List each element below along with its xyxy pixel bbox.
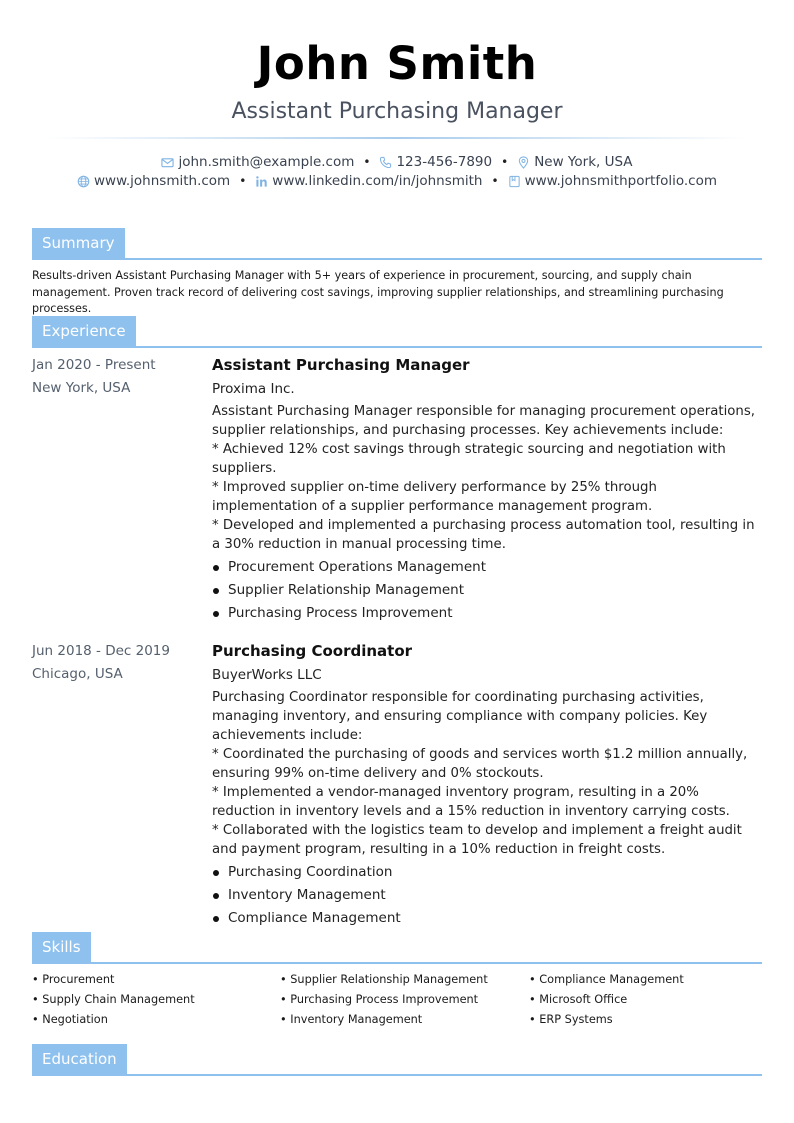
skill-item: • Supplier Relationship Management xyxy=(280,973,488,986)
portfolio-icon xyxy=(508,175,521,188)
job-highlight: Purchasing Coordination xyxy=(212,861,762,884)
job-highlight: Purchasing Process Improvement xyxy=(212,602,762,625)
job-description-line: * Coordinated the purchasing of goods and services worth $1.2 million annually, ensuring 99% on-time delivery and 0% stockouts. xyxy=(212,747,748,781)
job-description-line: * Improved supplier on-time delivery performance by 25% through implementation of a supplier performance management program. xyxy=(212,480,657,514)
section-education xyxy=(32,1044,762,1076)
job-description xyxy=(212,688,762,859)
section-summary-title: Summary xyxy=(32,228,125,258)
section-skills-title: Skills xyxy=(32,932,91,962)
contact-portfolio[interactable] xyxy=(508,172,717,191)
job-highlights xyxy=(212,861,762,930)
skill-item: • ERP Systems xyxy=(529,1013,613,1026)
skills-list xyxy=(32,970,762,1030)
bullet-icon xyxy=(213,611,219,617)
job-description-line: * Collaborated with the logistics team to develop and implement a freight audit and payment program, resulting in a 10% reduction in freight costs. xyxy=(212,823,742,857)
contact-email-text: john.smith@example.com xyxy=(178,154,355,171)
bullet-icon xyxy=(213,870,219,876)
globe-icon xyxy=(77,175,90,188)
skill-item: • Compliance Management xyxy=(529,973,684,986)
section-rule xyxy=(32,346,762,348)
bullet-icon xyxy=(213,893,219,899)
candidate-name: John Smith xyxy=(256,37,538,90)
section-summary xyxy=(32,228,762,260)
section-rule xyxy=(32,258,762,260)
skill-item: • Purchasing Process Improvement xyxy=(280,993,479,1006)
contact-email[interactable] xyxy=(161,153,354,172)
section-rule xyxy=(32,962,762,964)
contact-separator: • xyxy=(491,174,499,189)
job-company: Proxima Inc. xyxy=(212,381,295,397)
summary-text: Results-driven Assistant Purchasing Manager with 5+ years of experience in procurement, sourcing, and supply chain management. Proven track record of delivering cost savings, improving supplier relationships, and streamlining purchasing processes. xyxy=(32,269,724,315)
contact-phone[interactable] xyxy=(379,153,492,172)
skill-item: • Procurement xyxy=(32,973,115,986)
contact-location xyxy=(517,153,632,172)
contact-linkedin-text: www.linkedin.com/in/johnsmith xyxy=(272,173,483,190)
skill-item: • Inventory Management xyxy=(280,1013,423,1026)
job-description xyxy=(212,402,762,554)
contact-separator: • xyxy=(363,155,371,170)
contact-phone-text: 123-456-7890 xyxy=(396,154,493,171)
contact-separator: • xyxy=(501,155,509,170)
section-experience xyxy=(32,316,762,348)
section-skills xyxy=(32,932,762,964)
job-description-line: Purchasing Coordinator responsible for coordinating purchasing activities, managing inventory, and ensuring compliance with company policies. Key achievements include: xyxy=(212,690,708,743)
contact-separator: • xyxy=(239,174,247,189)
job-highlights xyxy=(212,556,762,625)
section-education-title: Education xyxy=(32,1044,127,1074)
resume-header xyxy=(0,0,794,139)
envelope-icon xyxy=(161,156,174,169)
job-role: Assistant Purchasing Manager xyxy=(212,356,470,374)
job-dates: Jun 2018 - Dec 2019 xyxy=(32,643,170,659)
job-dates: Jan 2020 - Present xyxy=(32,357,156,373)
job-company: BuyerWorks LLC xyxy=(212,667,322,683)
skill-item: • Negotiation xyxy=(32,1013,108,1026)
bullet-icon xyxy=(213,565,219,571)
job-highlight: Supplier Relationship Management xyxy=(212,579,762,602)
job-role: Purchasing Coordinator xyxy=(212,642,413,660)
job-location: New York, USA xyxy=(32,380,131,396)
contact-linkedin[interactable] xyxy=(255,172,482,191)
map-pin-icon xyxy=(517,156,530,169)
linkedin-icon xyxy=(255,175,268,188)
section-rule xyxy=(32,1074,762,1076)
candidate-title: Assistant Purchasing Manager xyxy=(231,98,563,124)
phone-icon xyxy=(379,156,392,169)
job-description-line: * Developed and implemented a purchasing process automation tool, resulting in a 30% reduction in manual processing time. xyxy=(212,518,755,552)
contact-website-text: www.johnsmith.com xyxy=(94,173,231,190)
section-experience-title: Experience xyxy=(32,316,136,346)
job-highlight: Inventory Management xyxy=(212,884,762,907)
header-divider xyxy=(47,137,747,139)
job-highlight: Procurement Operations Management xyxy=(212,556,762,579)
job-highlight: Compliance Management xyxy=(212,907,762,930)
job-description-line: Assistant Purchasing Manager responsible for managing procurement operations, supplier relationships, and purchasing processes. Key achievements include: xyxy=(212,404,756,438)
bullet-icon xyxy=(213,916,219,922)
job-location: Chicago, USA xyxy=(32,666,123,682)
bullet-icon xyxy=(213,588,219,594)
contact-portfolio-text: www.johnsmithportfolio.com xyxy=(524,173,717,190)
skill-item: • Microsoft Office xyxy=(529,993,628,1006)
skill-item: • Supply Chain Management xyxy=(32,993,195,1006)
contact-location-text: New York, USA xyxy=(534,154,633,171)
job-description-line: * Achieved 12% cost savings through strategic sourcing and negotiation with suppliers. xyxy=(212,442,726,476)
contact-website[interactable] xyxy=(77,172,230,191)
job-description-line: * Implemented a vendor-managed inventory program, resulting in a 20% reduction in inventory levels and a 15% reduction in inventory carrying costs. xyxy=(212,785,730,819)
contact-info xyxy=(0,153,794,191)
